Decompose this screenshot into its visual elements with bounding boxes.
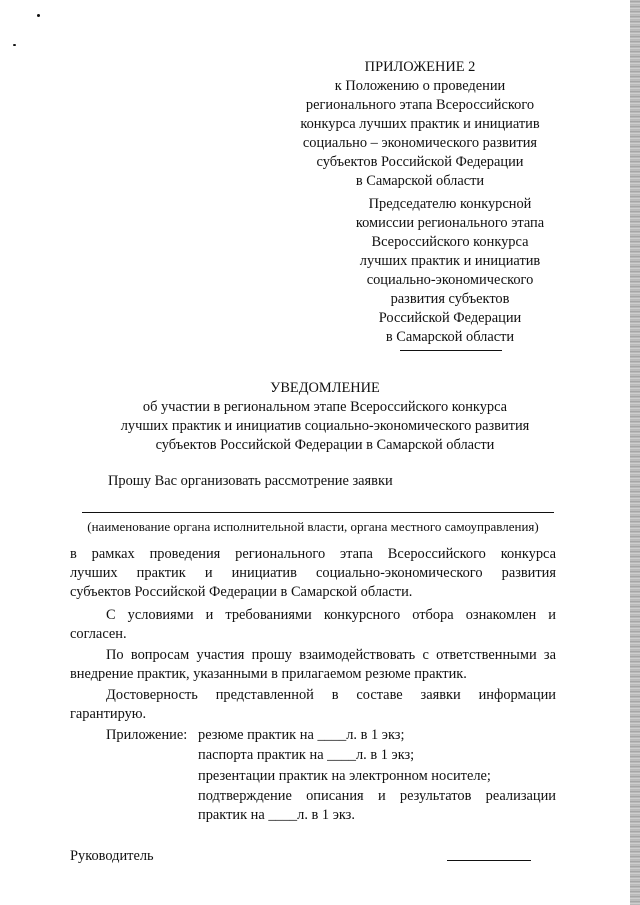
addressee-line: в Самарской области xyxy=(385,329,515,345)
appendix-line: регионального этапа Всероссийского xyxy=(305,97,535,113)
attachment-item: практик на ____л. в 1 экз. xyxy=(198,807,355,823)
body-paragraph-3 xyxy=(70,646,556,684)
body-paragraph-1 xyxy=(70,545,556,602)
title-line: субъектов Российской Федерации в Самарской области xyxy=(155,437,495,453)
paragraph-line: согласен. xyxy=(70,626,127,642)
addressee-block xyxy=(330,195,570,347)
attachment-item: резюме практик на ____л. в 1 экз; xyxy=(198,727,405,743)
title-line: УВЕДОМЛЕНИЕ xyxy=(270,380,380,396)
addressee-line: Председателю конкурсной xyxy=(368,196,532,212)
addressee-line: развития субъектов xyxy=(390,291,510,307)
title-line: об участии в региональном этапе Всероссийского конкурса xyxy=(142,399,508,415)
paragraph-line: Достоверность представленной в составе заявки информации xyxy=(106,687,556,703)
paragraph-line: По вопросам участия прошу взаимодействовать с ответственными за xyxy=(106,647,556,663)
paragraph-line: гарантирую. xyxy=(70,706,147,722)
addressee-name-line xyxy=(400,350,502,351)
scan-edge xyxy=(630,0,640,905)
scan-speck xyxy=(13,44,16,46)
attachment-item: презентации практик на электронном носителе; xyxy=(198,768,491,784)
request-text: Прошу Вас организовать рассмотрение заявки xyxy=(108,473,393,489)
paragraph-line: в рамках проведения регионального этапа Всероссийского конкурса xyxy=(70,546,556,562)
addressee-line: Российской Федерации xyxy=(378,310,522,326)
paragraph-line: внедрение практик, указанными в прилагаемом резюме практик. xyxy=(70,666,467,682)
appendix-line: социально – экономического развития xyxy=(302,135,538,151)
body-paragraph-2 xyxy=(70,606,556,644)
organization-name-line xyxy=(82,512,554,513)
appendix-line: конкурса лучших практик и инициатив xyxy=(300,116,540,132)
title-line: лучших практик и инициатив социально-экономического развития xyxy=(120,418,530,434)
attachment-item: подтверждение описания и результатов реализации xyxy=(198,788,556,804)
attachments-label: Приложение: xyxy=(106,727,188,743)
body-paragraph-4 xyxy=(70,686,556,724)
paragraph-line: лучших практик и инициатив социально-экономического развития xyxy=(70,565,556,581)
addressee-line: лучших практик и инициатив xyxy=(359,253,541,269)
addressee-line: социально-экономического xyxy=(366,272,534,288)
paragraph-line: С условиями и требованиями конкурсного отбора ознакомлен и xyxy=(106,607,556,623)
appendix-line: в Самарской области xyxy=(355,173,485,189)
addressee-line: комиссии регионального этапа xyxy=(355,215,545,231)
attachment-item: паспорта практик на ____л. в 1 экз; xyxy=(198,747,415,763)
document-title xyxy=(80,379,570,455)
appendix-line: к Положению о проведении xyxy=(334,78,506,94)
scan-speck xyxy=(37,14,40,17)
appendix-line: субъектов Российской Федерации xyxy=(316,154,524,170)
appendix-header xyxy=(270,58,570,191)
appendix-line: ПРИЛОЖЕНИЕ 2 xyxy=(364,59,476,75)
signature-role: Руководитель xyxy=(70,848,154,864)
organization-caption: (наименование органа исполнительной власти, органа местного самоуправления) xyxy=(87,519,539,534)
addressee-line: Всероссийского конкурса xyxy=(371,234,529,250)
paragraph-line: субъектов Российской Федерации в Самарской области. xyxy=(70,584,413,600)
signature-line xyxy=(447,860,531,861)
